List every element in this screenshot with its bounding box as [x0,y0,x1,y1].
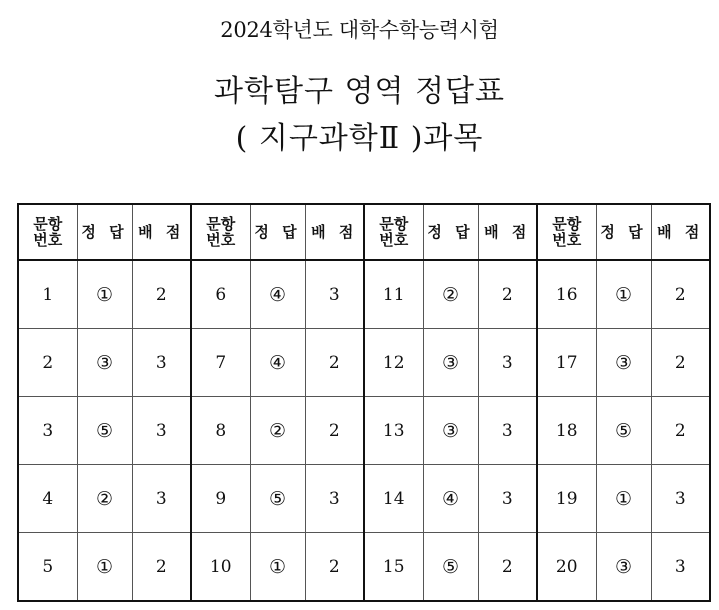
points-cell: 3 [132,465,191,533]
points-header: 배 점 [651,204,710,260]
points-cell: 2 [305,329,364,397]
answer-header: 정 답 [77,204,132,260]
question-number: 9 [191,465,250,533]
answer-header: 정 답 [596,204,651,260]
points-header: 배 점 [132,204,191,260]
points-header: 배 점 [305,204,364,260]
answer-cell: ① [77,260,132,329]
answer-cell: ④ [250,329,305,397]
question-number: 12 [364,329,423,397]
answer-cell: ③ [77,329,132,397]
points-cell: 2 [478,533,537,602]
points-cell: 2 [651,329,710,397]
points-cell: 3 [305,260,364,329]
question-number: 5 [18,533,77,602]
answer-cell: ④ [250,260,305,329]
points-cell: 3 [478,465,537,533]
question-number: 11 [364,260,423,329]
question-number: 17 [537,329,596,397]
points-cell: 2 [305,533,364,602]
answer-cell: ① [250,533,305,602]
question-number: 20 [537,533,596,602]
question-number: 1 [18,260,77,329]
points-cell: 2 [132,260,191,329]
answer-cell: ① [596,260,651,329]
points-cell: 3 [305,465,364,533]
table-row [18,329,710,397]
question-number: 10 [191,533,250,602]
table-row [18,397,710,465]
answer-header: 정 답 [250,204,305,260]
question-number: 18 [537,397,596,465]
answer-table [17,203,711,602]
answer-header: 정 답 [423,204,478,260]
question-number-header: 문항 번호 [364,204,423,260]
points-cell: 2 [651,260,710,329]
answer-cell: ① [77,533,132,602]
answer-cell: ④ [423,465,478,533]
points-header: 배 점 [478,204,537,260]
question-number-header: 문항 번호 [537,204,596,260]
question-number: 3 [18,397,77,465]
question-number: 15 [364,533,423,602]
question-number: 19 [537,465,596,533]
answer-cell: ⑤ [596,397,651,465]
answer-cell: ③ [423,397,478,465]
question-number-header: 문항 번호 [18,204,77,260]
answer-cell: ① [596,465,651,533]
points-cell: 3 [651,533,710,602]
points-cell: 3 [478,397,537,465]
answer-cell: ⑤ [423,533,478,602]
points-cell: 2 [478,260,537,329]
question-number: 14 [364,465,423,533]
points-cell: 2 [651,397,710,465]
question-number: 7 [191,329,250,397]
points-cell: 3 [132,329,191,397]
header-row [18,204,710,260]
question-number: 8 [191,397,250,465]
question-number: 4 [18,465,77,533]
question-number: 13 [364,397,423,465]
table-row [18,260,710,329]
answer-cell: ⑤ [77,397,132,465]
points-cell: 3 [132,397,191,465]
exam-title: 2024학년도 대학수학능력시험 [220,18,499,42]
points-cell: 3 [651,465,710,533]
answer-cell: ② [423,260,478,329]
answer-cell: ③ [596,329,651,397]
points-cell: 3 [478,329,537,397]
question-number: 2 [18,329,77,397]
table-row [18,465,710,533]
question-number-header: 문항 번호 [191,204,250,260]
answer-cell: ② [77,465,132,533]
question-number: 16 [537,260,596,329]
answer-cell: ② [250,397,305,465]
answer-key-title: 과학탐구 영역 정답표 [214,74,505,109]
answer-cell: ③ [423,329,478,397]
table-row [18,533,710,602]
answer-cell: ⑤ [250,465,305,533]
subject-title: ( 지구과학Ⅱ )과목 [235,121,484,156]
question-number: 6 [191,260,250,329]
points-cell: 2 [132,533,191,602]
answer-cell: ③ [596,533,651,602]
points-cell: 2 [305,397,364,465]
